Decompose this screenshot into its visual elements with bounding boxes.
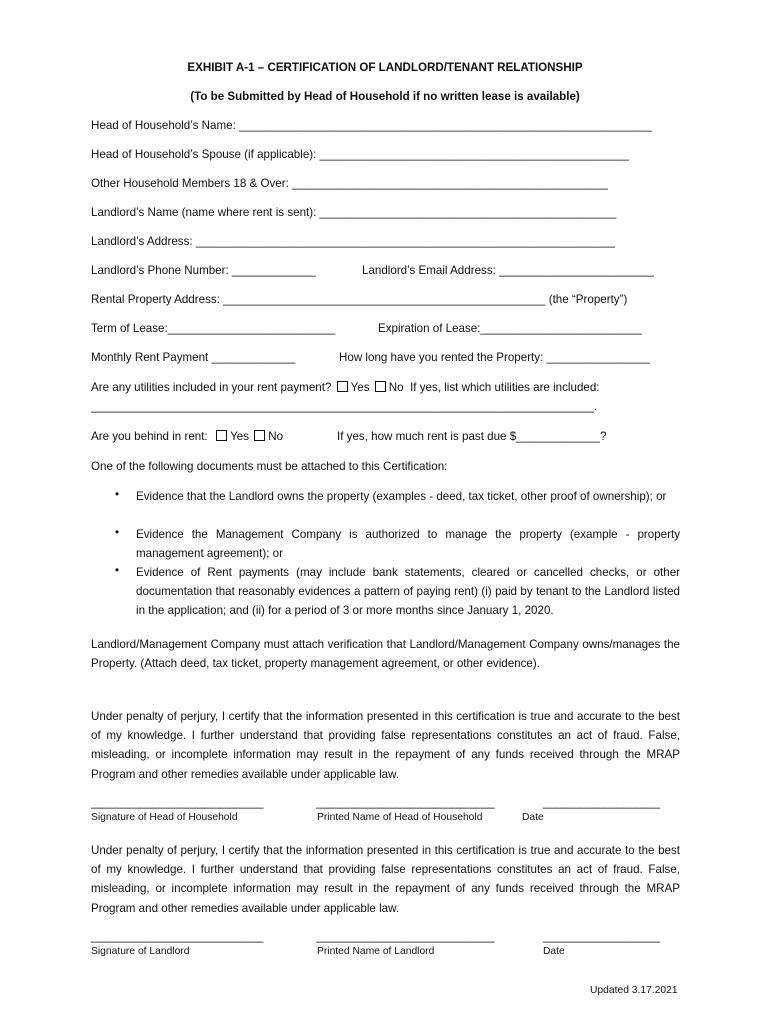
landlord-name-field[interactable]: Landlord’s Name (name where rent is sent): ______________________________________________ (91, 206, 617, 219)
documents-intro: One of the following documents must be attached to this Certification: (91, 460, 448, 473)
household-printed-name-label: Printed Name of Head of Household (317, 812, 483, 823)
penalty-paragraph-household: Under penalty of perjury, I certify that the information presented in this certification is true and accurate to the best of my knowledge. I further understand that providing false representations constitutes an act of fraud. False, misleading, or incomplete information may result in the repayment of any funds received through the MRAP Program and other remedies available under applicable law. (91, 710, 680, 781)
penalty-paragraph-landlord: Under penalty of perjury, I certify that the information presented in this certification is true and accurate to the best of my knowledge. I further understand that providing false representations constitutes an act of fraud. False, misleading, or incomplete information may result in the repayment of any funds received through the MRAP Program and other remedies available under applicable law. (91, 844, 680, 915)
utilities-question-label: Are any utilities included in your rent payment? (91, 381, 332, 394)
landlord-printed-name-label: Printed Name of Landlord (317, 946, 435, 957)
utilities-list-field[interactable]: ______________________________________________________________________________. (91, 400, 598, 413)
bullet-marker: • (115, 564, 120, 577)
expiration-of-lease-field[interactable]: Expiration of Lease:_________________________ (378, 322, 642, 335)
landlord-date-label: Date (543, 946, 565, 957)
utilities-no-checkbox[interactable] (375, 381, 386, 392)
household-signature-label: Signature of Head of Household (91, 812, 238, 823)
household-date-label: Date (522, 812, 544, 823)
document-subtitle: (To be Submitted by Head of Household if no written lease is available) (190, 90, 580, 103)
bullet-marker: • (115, 488, 120, 501)
document-title: EXHIBIT A-1 – CERTIFICATION OF LANDLORD/TENANT RELATIONSHIP (187, 61, 583, 74)
landlord-phone-field[interactable]: Landlord’s Phone Number: _____________ (91, 264, 316, 277)
spouse-field[interactable]: Head of Household’s Spouse (if applicable): ________________________________________________ (91, 148, 630, 161)
household-printed-name-line[interactable]: _____________________________ (316, 796, 495, 809)
utilities-list-label: If yes, list which utilities are included: (410, 381, 600, 394)
rental-property-address-field[interactable]: Rental Property Address: __________________________________________________ (the “Property”) (91, 293, 628, 306)
landlord-printed-name-line[interactable]: _____________________________ (316, 930, 495, 943)
bullet-item-ownership: Evidence that the Landlord owns the property (examples - deed, tax ticket, other proof of ownership); or (136, 490, 667, 503)
bullet-item-management: Evidence the Management Company is authorized to manage the property (example - property management agreement); or (136, 528, 680, 560)
behind-no-label: No (268, 430, 284, 443)
household-signature-line[interactable]: ____________________________ (91, 796, 264, 809)
behind-rent-question (91, 430, 283, 444)
behind-yes-checkbox[interactable] (216, 430, 227, 441)
landlord-signature-label: Signature of Landlord (91, 946, 190, 957)
verification-paragraph: Landlord/Management Company must attach verification that Landlord/Management Company owns/manages the Property. (Attach deed, tax ticket, property management agreement, or other evidence). (91, 638, 680, 671)
landlord-address-field[interactable]: Landlord’s Address: _________________________________________________________________ (91, 235, 615, 248)
rental-duration-field[interactable]: How long have you rented the Property: ________________ (339, 351, 650, 364)
bullet-item-rent-payments: Evidence of Rent payments (may include bank statements, cleared or cancelled checks, or other documentation that reasonably evidences a pattern of paying rent) (i) paid by tenant to the Landlord listed in the application; and (ii) for a period of 3 or more months since January 1, 2020. (136, 566, 680, 617)
monthly-rent-field[interactable]: Monthly Rent Payment _____________ (91, 351, 296, 364)
term-of-lease-field[interactable]: Term of Lease:__________________________ (91, 322, 336, 335)
landlord-signature-line[interactable]: ____________________________ (91, 930, 264, 943)
utilities-question (91, 381, 600, 395)
behind-yes-label: Yes (230, 430, 250, 443)
utilities-no-label: No (388, 381, 404, 394)
past-due-amount-field[interactable]: If yes, how much rent is past due $_____________? (337, 430, 607, 443)
landlord-date-line[interactable]: ___________________ (543, 930, 660, 943)
household-date-line[interactable]: ___________________ (543, 796, 660, 809)
behind-no-checkbox[interactable] (254, 430, 265, 441)
other-members-field[interactable]: Other Household Members 18 & Over: _________________________________________________ (91, 177, 608, 190)
head-of-household-name-field[interactable]: Head of Household’s Name: ________________________________________________________________ (91, 119, 652, 132)
behind-rent-label: Are you behind in rent: (91, 430, 208, 443)
bullet-marker: • (115, 526, 120, 539)
updated-date: Updated 3.17.2021 (590, 985, 678, 996)
utilities-yes-checkbox[interactable] (337, 381, 348, 392)
landlord-email-field[interactable]: Landlord’s Email Address: ________________________ (362, 264, 654, 277)
utilities-yes-label: Yes (350, 381, 370, 394)
